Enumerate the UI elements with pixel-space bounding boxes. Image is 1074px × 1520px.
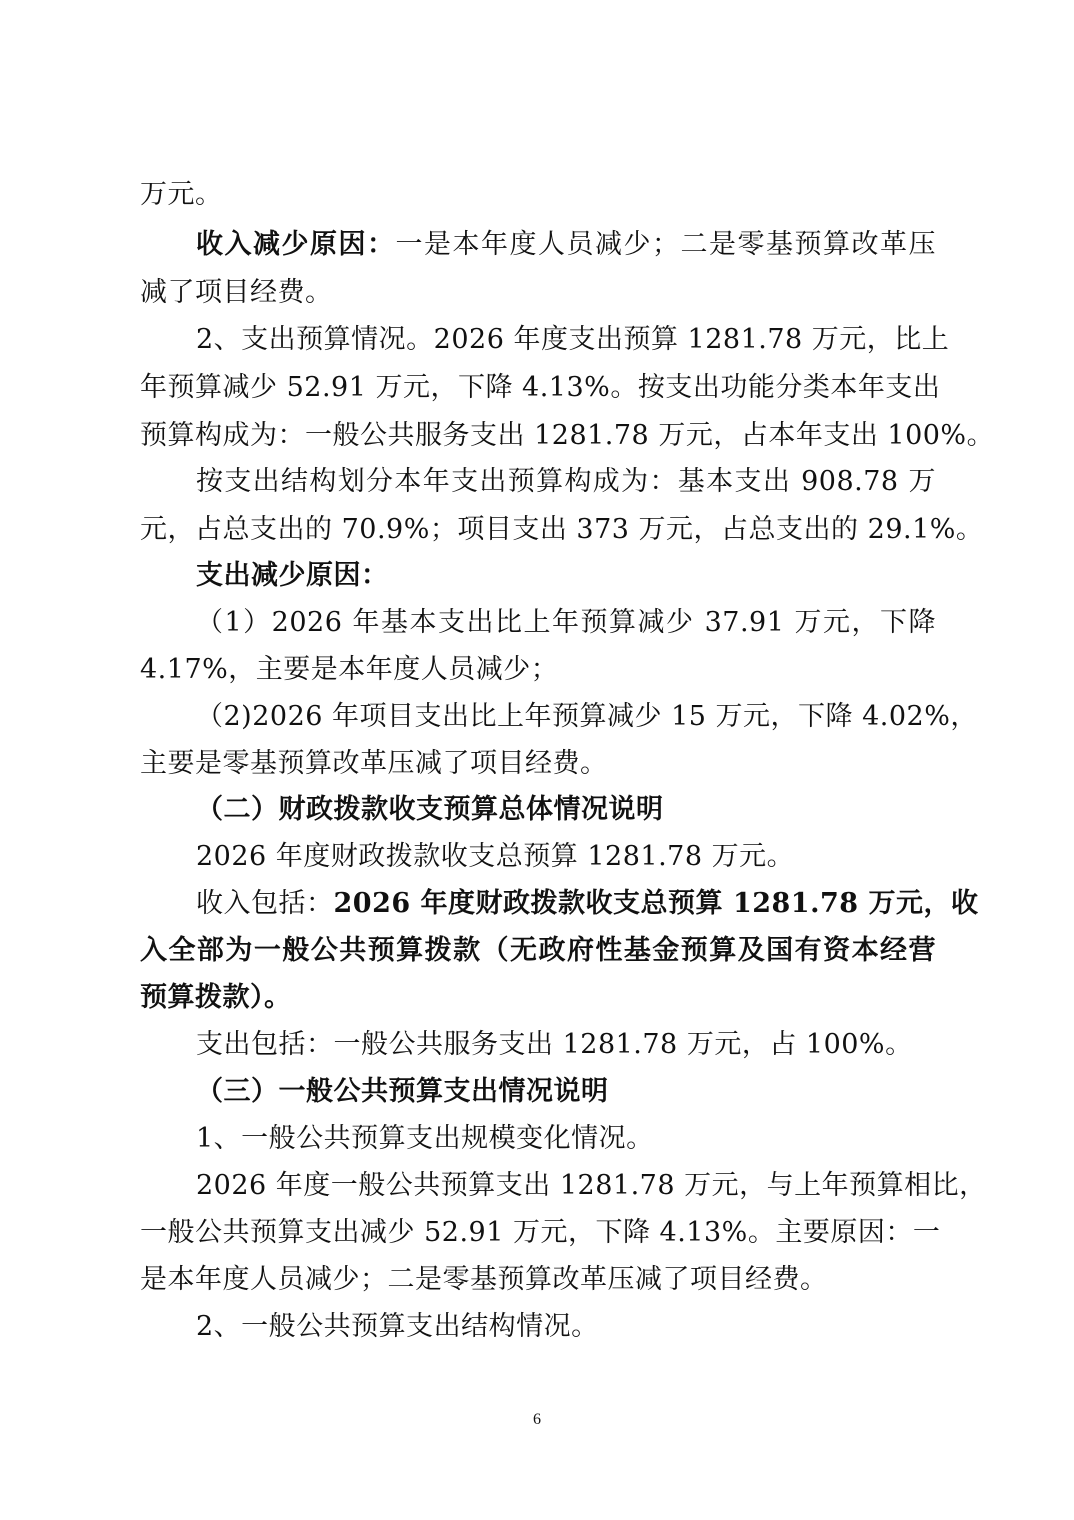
text-line: 2026 年度财政拨款收支总预算 1281.78 万元。	[196, 841, 795, 872]
text-line: （2)2026 年项目支出比上年预算减少 15 万元，下降 4.02%，	[196, 701, 978, 732]
text-span: 一是本年度人员减少；二是零基预算改革压	[395, 229, 936, 260]
text-line: 预算构成为：一般公共服务支出 1281.78 万元，占本年支出 100%。	[140, 420, 995, 451]
text-line: 入全部为一般公共预算拨款（无政府性基金预算及国有资本经营	[140, 935, 936, 966]
text-line: 预算拨款）。	[140, 982, 292, 1013]
section-subheading: 支出减少原因：	[196, 560, 389, 591]
section-heading: （三）一般公共预算支出情况说明	[196, 1076, 609, 1107]
text-line: 是本年度人员减少；二是零基预算改革压减了项目经费。	[140, 1264, 828, 1295]
bold-lead: 收入减少原因：	[196, 229, 396, 260]
text-line: 元，占总支出的 70.9%；项目支出 373 万元，占总支出的 29.1%。	[140, 514, 984, 545]
text-line: 减了项目经费。	[140, 277, 333, 308]
text-line: （1）2026 年基本支出比上年预算减少 37.91 万元，下降	[196, 607, 936, 638]
text-line: 4.17%，主要是本年度人员减少；	[140, 654, 559, 685]
page-number: 6	[533, 1411, 541, 1428]
section-heading: （二）财政拨款收支预算总体情况说明	[196, 794, 664, 825]
text-line	[196, 884, 979, 924]
text-line: 主要是零基预算改革压减了项目经费。	[140, 748, 608, 779]
text-line: 2、一般公共预算支出结构情况。	[196, 1311, 599, 1342]
text-line: 按支出结构划分本年支出预算构成为：基本支出 908.78 万	[196, 466, 936, 497]
text-line: 一般公共预算支出减少 52.91 万元，下降 4.13%。主要原因：一	[140, 1217, 941, 1248]
text-span: 收入包括：	[196, 888, 334, 919]
text-line	[196, 225, 936, 265]
text-line: 1、一般公共预算支出规模变化情况。	[196, 1123, 654, 1154]
bold-span: 2026 年度财政拨款收支总预算 1281.78 万元，收	[333, 888, 979, 919]
text-line: 万元。	[140, 179, 223, 210]
text-line: 2、支出预算情况。2026 年度支出预算 1281.78 万元，比上	[196, 324, 950, 355]
text-line: 2026 年度一般公共预算支出 1281.78 万元，与上年预算相比，	[196, 1170, 987, 1201]
text-line: 年预算减少 52.91 万元，下降 4.13%。按支出功能分类本年支出	[140, 372, 941, 403]
text-line: 支出包括：一般公共服务支出 1281.78 万元，占 100%。	[196, 1029, 913, 1060]
